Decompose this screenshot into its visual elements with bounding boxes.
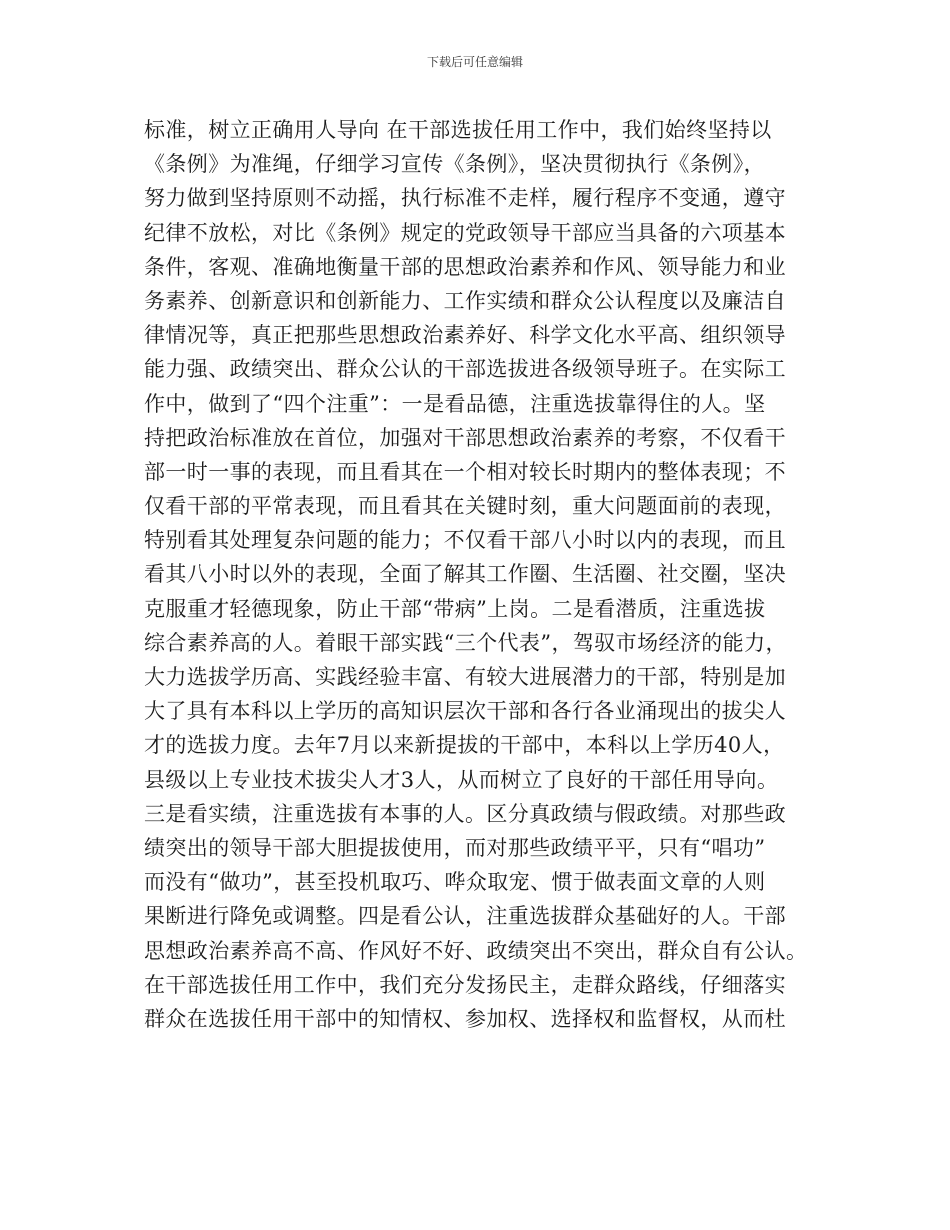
text-line: 标准，树立正确用人导向 在干部选拔任用工作中，我们始终坚持以: [144, 118, 772, 142]
text-line: 条件，客观、准确地衡量干部的思想政治素养和作风、领导能力和业: [144, 254, 786, 279]
text-line: 特别看其处理复杂问题的能力；不仅看干部八小时以内的表现，而且: [144, 528, 786, 553]
text-line: 才的选拔力度。去年7月以来新提拔的干部中，本科以上学历40人，: [144, 733, 785, 758]
text-line: 群众在选拔任用干部中的知情权、参加权、选择权和监督权，从而杜: [144, 1006, 786, 1031]
text-line: 绩突出的领导干部大胆提拔使用，而对那些政绩平平，只有“唱功”: [144, 835, 766, 860]
text-line: 思想政治素养高不高、作风好不好、政绩突出不突出，群众自有公认。: [144, 938, 808, 963]
text-line: 《条例》为准绳，仔细学习宣传《条例》，坚决贯彻执行《条例》，: [144, 152, 765, 177]
text-line: 纪律不放松，对比《条例》规定的党政领导干部应当具备的六项基本: [144, 220, 786, 245]
text-line: 务素养、创新意识和创新能力、工作实绩和群众公认程度以及廉洁自: [144, 288, 786, 313]
text-line: 持把政治标准放在首位，加强对干部思想政治素养的考察，不仅看干: [144, 425, 786, 450]
text-line: 三是看实绩，注重选拔有本事的人。区分真政绩与假政绩。对那些政: [144, 801, 786, 826]
text-line: 作中，做到了“四个注重”：一是看品德，注重选拔靠得住的人。坚: [144, 391, 766, 416]
text-line: 克服重才轻德现象，防止干部“带病”上岗。二是看潜质，注重选拔: [144, 596, 766, 621]
text-line: 大了具有本科以上学历的高知识层次干部和各行各业涌现出的拔尖人: [144, 699, 786, 724]
text-line: 果断进行降免或调整。四是看公认，注重选拔群众基础好的人。干部: [144, 904, 786, 929]
text-line: 大力选拔学历高、实践经验丰富、有较大进展潜力的干部，特别是加: [144, 665, 786, 689]
page-header: 下载后可任意编辑: [426, 55, 523, 69]
text-line: 县级以上专业技术拔尖人才3人，从而树立了良好的干部任用导向。: [144, 767, 779, 792]
text-line: 综合素养高的人。着眼干部实践“三个代表”，驾驭市场经济的能力，: [144, 630, 787, 655]
text-line: 看其八小时以外的表现，全面了解其工作圈、生活圈、社交圈，坚决: [144, 562, 786, 587]
text-line: 能力强、政绩突出、群众公认的干部选拔进各级领导班子。在实际工: [144, 357, 786, 382]
text-line: 部一时一事的表现，而且看其在一个相对较长时期内的整体表现；不: [144, 459, 786, 484]
text-line: 仅看干部的平常表现，而且看其在关键时刻，重大问题面前的表现，: [144, 494, 786, 519]
text-line: 努力做到坚持原则不动摇，执行标准不走样，履行程序不变通，遵守: [144, 186, 786, 211]
text-line: 而没有“做功”，甚至投机取巧、哗众取宠、惯于做表面文章的人则: [144, 870, 766, 895]
text-line: 律情况等，真正把那些思想政治素养好、科学文化水平高、组织领导: [144, 323, 786, 348]
text-line: 在干部选拔任用工作中，我们充分发扬民主，走群众路线，仔细落实: [144, 972, 786, 997]
document-body: [144, 113, 824, 1036]
